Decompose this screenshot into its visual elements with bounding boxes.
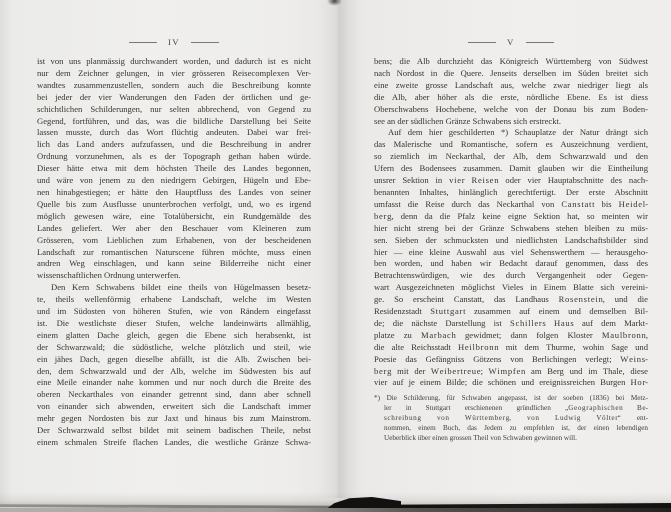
right-page-number: V — [507, 36, 515, 47]
text-line: see an der südlichen Gränze Schwabens sich erstreckt. — [374, 115, 562, 126]
text-line: Landes geliefert. Wer aber den Beschauer vom Kleineren zum — [37, 222, 311, 233]
text-line: Oberschwabens Hochebene, welche von der Donau bis zum Boden- — [374, 103, 648, 114]
text-line: schichtlichen Schilderungen, nur selten abbrechend, von Gegend zu — [37, 103, 311, 114]
left-page-number: IV — [168, 36, 180, 47]
text-line: unsrer Sektion in v i e r R e i s e n oder vier Hauptabschnitte des nach- — [374, 175, 648, 186]
text-line: so ziemlich im Neckarthal, der Alb, dem Schwarzwald und den — [374, 151, 648, 162]
header-rule-left — [129, 42, 157, 43]
text-line: eine Meile einander nahe kommen und nur noch durch die Breite des — [37, 377, 311, 388]
text-line: das Malerische und Romantische, sofern es Auszeichnung verdient, — [374, 139, 648, 150]
text-line: vier auf je einem Bilde; die schönen und ereignissreichen Burgen H o r- — [374, 377, 648, 388]
text-line: b e r g, denn da die Pfalz keine eigne Sektion hat, so meinten wir — [374, 210, 648, 221]
text-line: ein jähes Dach, gegen dieselbe abfällt, ist die Alb. Zwischen bei- — [37, 353, 311, 364]
text-line: Dieser hätte etwa mit dem höchsten Theile des Landes begonnen, — [37, 163, 311, 174]
text-line: bei jeder der vier Wanderungen den Faden der örtlichen und ge- — [37, 91, 311, 102]
text-line: den, dem Schwarzwald und der Alb, welche im Südwesten bis auf — [37, 365, 311, 376]
text-line: b e r g mit der W e i b e r t r e u e; W i m p f e n am Berg und im Thale, diese — [374, 365, 648, 376]
left-page-header — [37, 35, 311, 49]
text-line: mehr gegen Nordosten bis zur Jaxt und hinaus bis zum Mainstrom. — [37, 413, 311, 424]
text-line: sen. Sieben der schmucksten und niedlichsten Landschaftsbilder sind — [374, 234, 648, 245]
text-line: Landschaft zur romantischen Naturscene führen möchte, muss einen — [37, 246, 311, 257]
text-line: eine zweite grosse Landschaft aus, welche zwar niedriger liegt als — [374, 79, 648, 90]
header-rule-left — [468, 42, 496, 43]
text-line: Residenzstadt S t u t t g a r t zusammen auf einem und demselben Bil- — [374, 306, 648, 317]
text-line: wandtes zusammenzustellen, sondern auch die Beschreibung konnte — [37, 79, 311, 90]
text-line: einem schmalen Streife flachen Landes, die westliche Gränze Schwa- — [37, 437, 311, 447]
text-line: lich das Land anders aufzufassen, und die Beschreibung in andrer — [37, 139, 311, 150]
text-line: Poesie das Gefängniss Götzens von Berlichingen verlegt; W e i n s- — [374, 353, 648, 364]
text-line: Ueberblick über einen grossen Theil von Schwaben gewinnen will. — [384, 433, 577, 442]
right-page-body-text — [374, 56, 648, 389]
text-line: wissenschaftlichen Ordnung unterwerfen. — [37, 270, 181, 281]
text-line: de; die nächste Darstellung ist S c h i l l e r s H a u s auf dem Markt- — [374, 317, 648, 328]
text-line: hier nicht streng bei der Gränze Schwabens stehen bleiben zu müs- — [374, 222, 648, 233]
text-line: und wäre von jenem zu den niedrigern Gebirgen, Hügeln und Ebe- — [37, 175, 311, 186]
text-line: die Alb, aber höher als die erste, nördliche Ebene. Es ist diess — [374, 91, 648, 102]
text-line: platze zu M a r b a c h gewidmet; dann folgen Kloster M a u l b r o n n, — [374, 329, 648, 340]
text-line: der Schwarzwald; die südöstliche, welche plötzlich und steil, wie — [37, 341, 311, 352]
text-line: lassen musste, durch das Wort flüchtig andeuten. Dabei war frei- — [37, 127, 311, 138]
header-rule-right — [526, 42, 554, 43]
header-rule-right — [191, 42, 219, 43]
footnote — [374, 394, 648, 443]
text-line: möglich gewesen wäre, eine Totalübersicht, ein Rundgemälde des — [37, 210, 311, 221]
text-line: benannten Inhaltes, hinlänglich gerechtfertigt. Der erste Abschnitt — [374, 186, 648, 197]
text-line: Den Kern Schwabens bildet eine theils von Hügelmassen besetz- — [51, 282, 311, 293]
text-line: einem glatten Dache gleich, gegen die Ebene sich herabsenkt, ist — [37, 329, 311, 340]
text-line: nur dem Zeichner gelungen, in vier grösseren Reisecomplexen Ver- — [37, 67, 311, 78]
book-gutter-shadow — [318, 0, 360, 498]
text-line: umfasst die Reise durch das Neckarthal von C a n s t a t t bis H e i d e l- — [374, 198, 648, 209]
text-line: andren Weg einschlagen, und kann seine Bilderreihe nicht einer — [37, 258, 311, 269]
text-line: nach Nordost in die Quere. Jenseits derselben im Süden breitet sich — [374, 67, 648, 78]
left-page-textblock — [37, 35, 311, 449]
right-page-header — [374, 35, 648, 49]
text-line: hier — eine kleine Auswahl aus viel Sehenswerthem — herausgeho- — [374, 246, 648, 257]
text-line: nen hinabgestiegen; er hätte den Hauptfluss des Landes von seiner — [37, 186, 311, 197]
text-line: nommen, einem Buch, das Jedem zu empfehlen ist, der einen lebendigen — [384, 424, 648, 433]
text-line: s c h r e i b u n g v o n W ü r t t e m b e r g, v o n L u d w i g V ö l t e r“ ent- — [384, 414, 648, 423]
text-line: von einander sich abwenden, erweitert sich die Landschaft immer — [37, 401, 311, 412]
text-line: Auf dem hier geschilderten *) Schauplatze der Natur drängt sich — [388, 127, 648, 138]
text-line: Ufern des Bodensees zusammen. Damit glauben wir die Eintheilung — [374, 163, 648, 174]
text-line: oberen Neckarthales von einander getrennt sind, dann aber schnell — [37, 389, 311, 400]
book-bottom-strip — [0, 508, 671, 512]
text-line: ben worden, und haben wir Bedacht darauf genommen, dass des — [374, 258, 648, 269]
text-line: Ordnung vorzunehmen, als es der Topograph gethan haben würde. — [37, 151, 311, 162]
text-line: *) Die Schilderung, für Schwaben angepasst, ist der soeben (1836) bei Metz- — [374, 394, 648, 403]
text-line: ist. Die westlichste dieser Stufen, welche landeinwärts allmählig, — [37, 317, 311, 328]
text-line: te, theils wellenförmig erhabene Landschaft, welche im Westen — [37, 294, 311, 305]
text-line: ge. So erscheint Canstatt, das Landhaus R o s e n s t e i n, und die — [374, 294, 648, 305]
text-line: Der Schwarzwald selbst bildet mit seinem badischen Theile, nebst — [37, 425, 311, 436]
text-line: bens; die Alb durchzieht das Königreich Württemberg von Südwest — [374, 56, 648, 66]
text-line: wart Ausgezeichneten möglichst Vieles in Einem Blatte sich vereini- — [374, 282, 648, 293]
text-line: und im Südosten von höheren Stufen, wie von Rändern eingefasst — [37, 306, 311, 317]
right-page-textblock — [374, 35, 648, 444]
text-line: die alte Reichsstadt H e i l b r o n n mit dem Thurme, wohin Sage und — [374, 341, 648, 352]
left-page-body-text — [37, 56, 311, 449]
text-line: ist von uns planmässig durchwandert worden, und dadurch ist es nicht — [37, 56, 311, 66]
text-line: Grösseren, vom Lieblichen zum Erhabenen, von der bescheidenen — [37, 234, 311, 245]
text-line: Gegend, fortführen, und das, was die bildliche Darstellung bei Seite — [37, 115, 311, 126]
text-line: Quelle bis zum Ausflusse ununterbrochen verfolgt, und, wo es irgend — [37, 198, 311, 209]
text-line: Betrachtenswürdigen, wie des durch Vergangenheit oder Gegen- — [374, 270, 648, 281]
text-line: ler in Stuttgart erschienenen gründlichen „G e o g r a p h i s c h e n B e- — [384, 404, 648, 413]
